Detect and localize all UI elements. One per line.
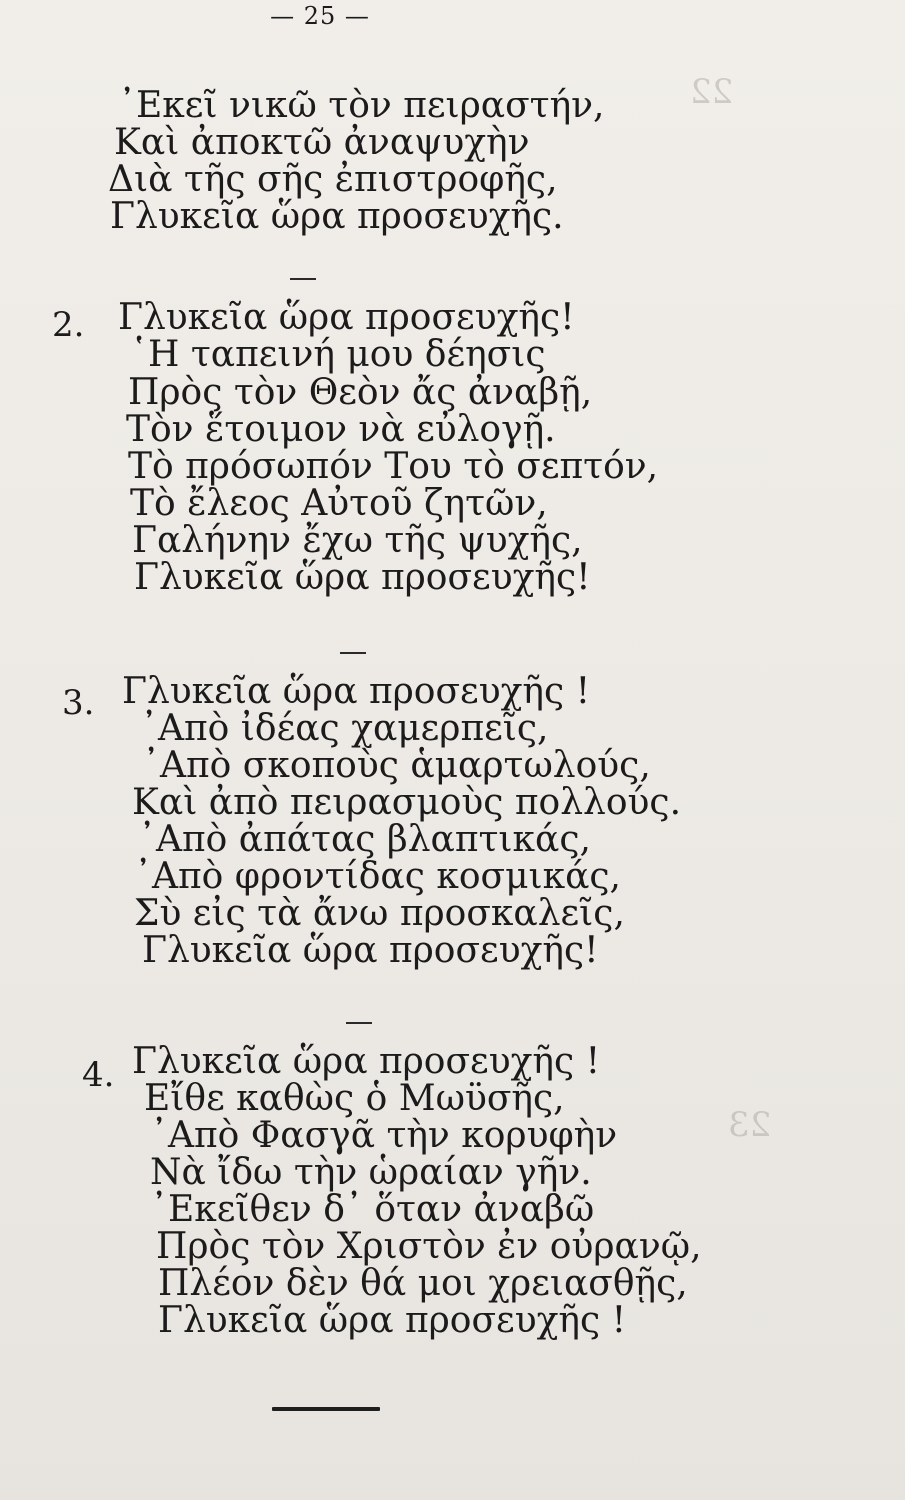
stanza-separator — [346, 1022, 372, 1024]
verse-line: Πρὸς τὸν Θεὸν ἄς ἀναβῇ, — [128, 372, 593, 413]
verse-line: ᾿Εκεῖθεν δ᾿ ὅταν ἀναβῶ — [150, 1189, 595, 1230]
verse-line: Τὸν ἕτοιμον νὰ εὐλογῇ. — [126, 409, 556, 450]
verse-line: Πλέον δὲν θά μοι χρειασθῇς, — [158, 1263, 688, 1304]
stanza-number: 2. — [52, 305, 85, 345]
stanza-2 — [118, 297, 659, 598]
verse-line: Καὶ ἀπὸ πειρασμοὺς πολλούς. — [132, 782, 682, 823]
verse-line: ᾿Απὸ ἰδέας χαμερπεῖς, — [140, 708, 549, 749]
show-through-mark: 23 — [728, 1105, 772, 1145]
stanza-number: 4. — [82, 1055, 115, 1095]
verse-line: Σὺ εἰς τὰ ἄνω προσκαλεῖς, — [134, 893, 625, 934]
verse-line: Γλυκεῖα ὥρα προσευχῆς! — [134, 557, 591, 598]
verse-line: ᾿Απὸ σκοποὺς ἁμαρτωλούς, — [142, 745, 651, 786]
stanza-separator — [290, 278, 316, 280]
verse-line: Γλυκεῖα ὥρα προσευχῆς! — [118, 297, 575, 338]
verse-line: ᾿Απὸ Φασγᾶ τὴν κορυφὴν — [150, 1115, 618, 1156]
verse-line: Καὶ ἀποκτῶ ἀναψυχὴν — [114, 122, 530, 163]
verse-line: Γλυκεῖα ὥρα προσευχῆς ! — [122, 671, 591, 712]
verse-line: Γλυκεῖα ὥρα προσευχῆς ! — [158, 1300, 627, 1341]
stanza-1 — [108, 85, 605, 237]
verse-line: ᾿Απὸ φροντίδας κοσμικάς, — [134, 856, 622, 897]
verse-line: Γαλήνην ἔχω τῆς ψυχῆς, — [132, 520, 583, 561]
verse-line: ᾿Απὸ ἀπάτας βλαπτικάς, — [138, 819, 591, 860]
verse-line: Νὰ ἴδω τὴν ὡραίαν γῆν. — [150, 1152, 592, 1193]
stanza-4 — [132, 1041, 702, 1341]
stanza-number: 3. — [62, 683, 95, 723]
verse-line: ᾿Εκεῖ νικῶ τὸν πειραστήν, — [118, 85, 605, 126]
stanza-separator — [340, 652, 366, 654]
verse-line: Τὸ πρόσωπόν Του τὸ σεπτόν, — [128, 446, 659, 487]
verse-line: Διὰ τῆς σῆς ἐπιστροφῆς, — [108, 159, 558, 200]
verse-line: Γλυκεῖα ὥρα προσευχῆς! — [142, 930, 599, 971]
verse-line: Γλυκεῖα ὥρα προσευχῆς. — [110, 196, 564, 237]
page-number: — 25 — — [270, 2, 370, 30]
stanza-3 — [122, 671, 682, 971]
verse-line: ῾Η ταπεινή μου δέησις — [130, 334, 546, 375]
end-rule — [272, 1407, 380, 1411]
verse-line: Τὸ ἔλεος Αὐτοῦ ζητῶν, — [130, 483, 548, 524]
verse-line: Γλυκεῖα ὥρα προσευχῆς ! — [132, 1041, 601, 1082]
show-through-mark: 22 — [690, 72, 734, 112]
verse-line: Πρὸς τὸν Χριστὸν ἐν οὐρανῷ, — [156, 1226, 702, 1267]
verse-line: Εἴθε καθὼς ὁ Μωϋσῆς, — [144, 1078, 565, 1119]
